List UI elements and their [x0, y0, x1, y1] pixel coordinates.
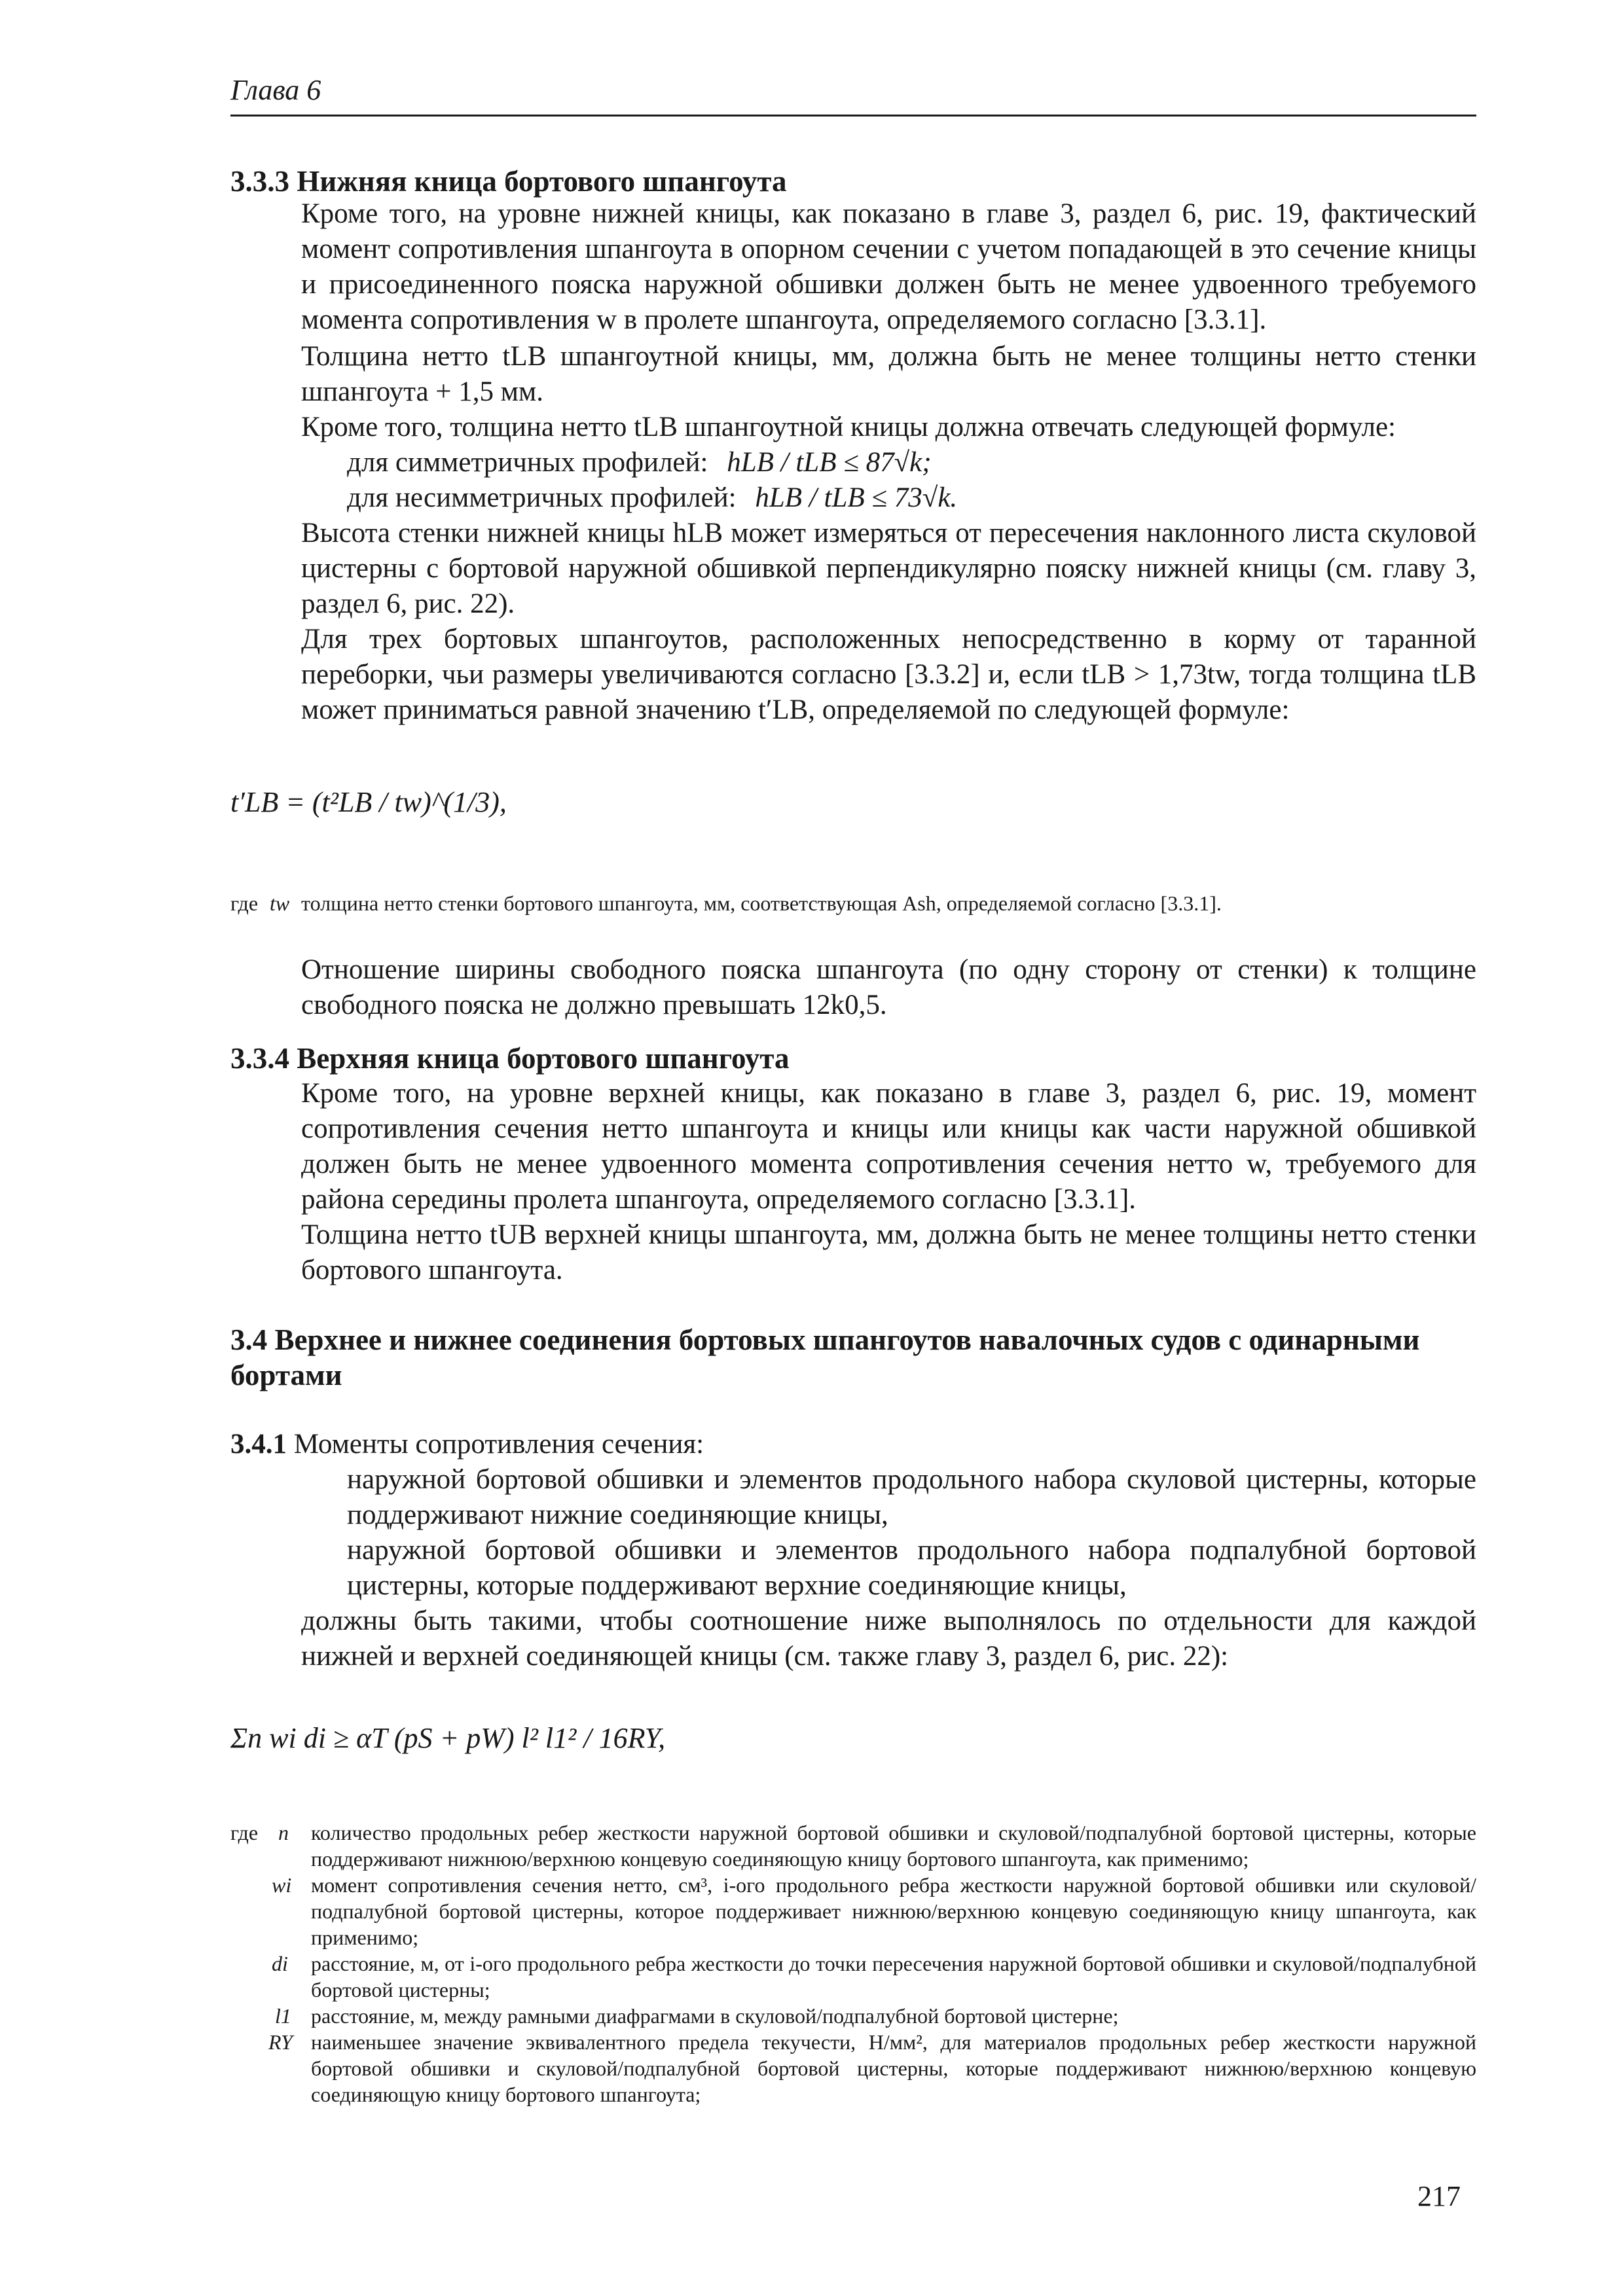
chapter-header: Глава 6	[230, 74, 321, 106]
def-text: момент сопротивления сечения нетто, см³, i-ого продольного ребра жесткости наружной бортовой обшивки или скуловой/подпалубной бортовой цистерны, которое поддерживает нижнюю/верхнюю концевую соединяющую кницу шпангоута, как применимо;	[311, 1873, 1476, 1949]
def-text: расстояние, м, между рамными диафрагмами в скуловой/подпалубной бортовой цистерне;	[311, 2004, 1119, 2028]
def-text: расстояние, м, от i-ого продольного ребра жесткости до точки пересечения наружной бортовой обшивки и скуловой/подпалубной бортовой цистерны;	[311, 1952, 1476, 2001]
paragraph: Кроме того, на уровне нижней кницы, как показано в главе 3, раздел 6, рис. 19, фактический момент сопротивления шпангоута в опорном сечении с учетом попадающей в это сечение кницы и присоединенного пояска наружной обшивки должен быть не менее удвоенного требуемого момента сопротивления w в пролете шпангоута, определяемого согласно [3.3.1].	[301, 198, 1476, 335]
paragraph: должны быть такими, чтобы соотношение ниже выполнялось по отдельности для каждой нижней и верхней соединяющей кницы (см. также главу 3, раздел 6, рис. 22):	[301, 1605, 1476, 1672]
def-key: wi	[272, 1873, 292, 1897]
paragraph: Для трех бортовых шпангоутов, расположенных непосредственно в корму от таранной переборки, чьи размеры увеличиваются согласно [3.3.2] и, если tLB > 1,73tw, тогда толщина tLB может приниматься равной значению t′LB, определяемой по следующей формуле:	[301, 624, 1476, 725]
paragraph: Кроме того, на уровне верхней кницы, как показано в главе 3, раздел 6, рис. 19, момент сопротивления сечения нетто шпангоута и кницы или кницы как части наружной обшивкой должен быть не менее удвоенного момента сопротивления сечения нетто w, требуемого для района середины пролета шпангоута, определяемого согласно [3.3.1].	[301, 1078, 1476, 1215]
subsection-number: 3.4.1	[230, 1429, 287, 1460]
formula-expression: hLB / tLB ≤ 87√k;	[727, 447, 932, 478]
where-lead: где	[230, 891, 259, 915]
subsection-lead: Моменты сопротивления сечения:	[293, 1429, 704, 1460]
def-key: n	[278, 1821, 289, 1844]
def-text: наименьшее значение эквивалентного предела текучести, Н/мм², для материалов продольных ребер жесткости наружной бортовой обшивки и скуловой/подпалубной бортовой цистерны, которые поддерживают нижнюю/верхнюю концевую соединяющую кницу бортового шпангоута;	[311, 2030, 1476, 2106]
formula-asymmetric	[347, 480, 957, 516]
paragraph: Высота стенки нижней кницы hLB может измеряться от пересечения наклонного листа скуловой цистерны с бортовой наружной обшивкой перпендикулярно пояску нижней кницы (см. главу 3, раздел 6, рис. 22).	[301, 518, 1476, 619]
paragraph: Толщина нетто tLB шпангоутной кницы, мм, должна быть не менее толщины нетто стенки шпангоута + 1,5 мм.	[301, 341, 1476, 407]
def-key: di	[272, 1952, 288, 1975]
where-lead: где	[230, 1821, 259, 1844]
section-heading-3-4: 3.4 Верхнее и нижнее соединения бортовых шпангоутов навалочных судов с одинарными бортами	[230, 1323, 1420, 1391]
header-rule	[230, 115, 1476, 117]
def-key: l1	[275, 2004, 291, 2028]
paragraph: Отношение ширины свободного пояска шпангоута (по одну сторону от стенки) к толщине свободного пояска не должно превышать 12k0,5.	[301, 954, 1476, 1020]
section-heading-3-3-4: 3.3.4 Верхняя кница бортового шпангоута	[230, 1042, 790, 1075]
equation-section-modulus: Σn wi di ≥ αT (pS + pW) l² l1² / 16RY,	[230, 1722, 666, 1754]
paragraph: Толщина нетто tUB верхней кницы шпангоута, мм, должна быть не менее толщины нетто стенки бортового шпангоута.	[301, 1219, 1476, 1285]
list-item: наружной бортовой обшивки и элементов продольного набора подпалубной бортовой цистерны, которые поддерживают верхние соединяющие кницы,	[347, 1535, 1476, 1601]
list-item: наружной бортовой обшивки и элементов продольного набора скуловой цистерны, которые поддерживают нижние соединяющие кницы,	[347, 1464, 1476, 1530]
def-text: количество продольных ребер жесткости наружной бортовой обшивки и скуловой/подпалубной бортовой цистерны, которые поддерживают нижнюю/верхнюю концевую соединяющую кницу бортового шпангоута, как применимо;	[311, 1821, 1476, 1871]
where-key-tw: tw	[270, 891, 290, 915]
page-number: 217	[1417, 2180, 1461, 2212]
def-key: RY	[268, 2030, 293, 2054]
formula-symmetric	[347, 445, 932, 480]
paragraph: Кроме того, толщина нетто tLB шпангоутной кницы должна отвечать следующей формуле:	[301, 412, 1396, 442]
subsection-3-4-1-lead	[230, 1427, 1476, 1462]
formula-label: для симметричных профилей:	[347, 447, 708, 478]
formula-expression: hLB / tLB ≤ 73√k.	[755, 482, 958, 513]
where-definition: толщина нетто стенки бортового шпангоута, мм, соответствующая Ash, определяемой согласно [3.3.1].	[301, 891, 1222, 915]
section-heading-3-3-3: 3.3.3 Нижняя кница бортового шпангоута	[230, 165, 787, 198]
formula-label: для несимметричных профилей:	[347, 482, 737, 513]
equation-t-prime-lb: t′LB = (t²LB / tw)^(1/3),	[230, 786, 507, 818]
